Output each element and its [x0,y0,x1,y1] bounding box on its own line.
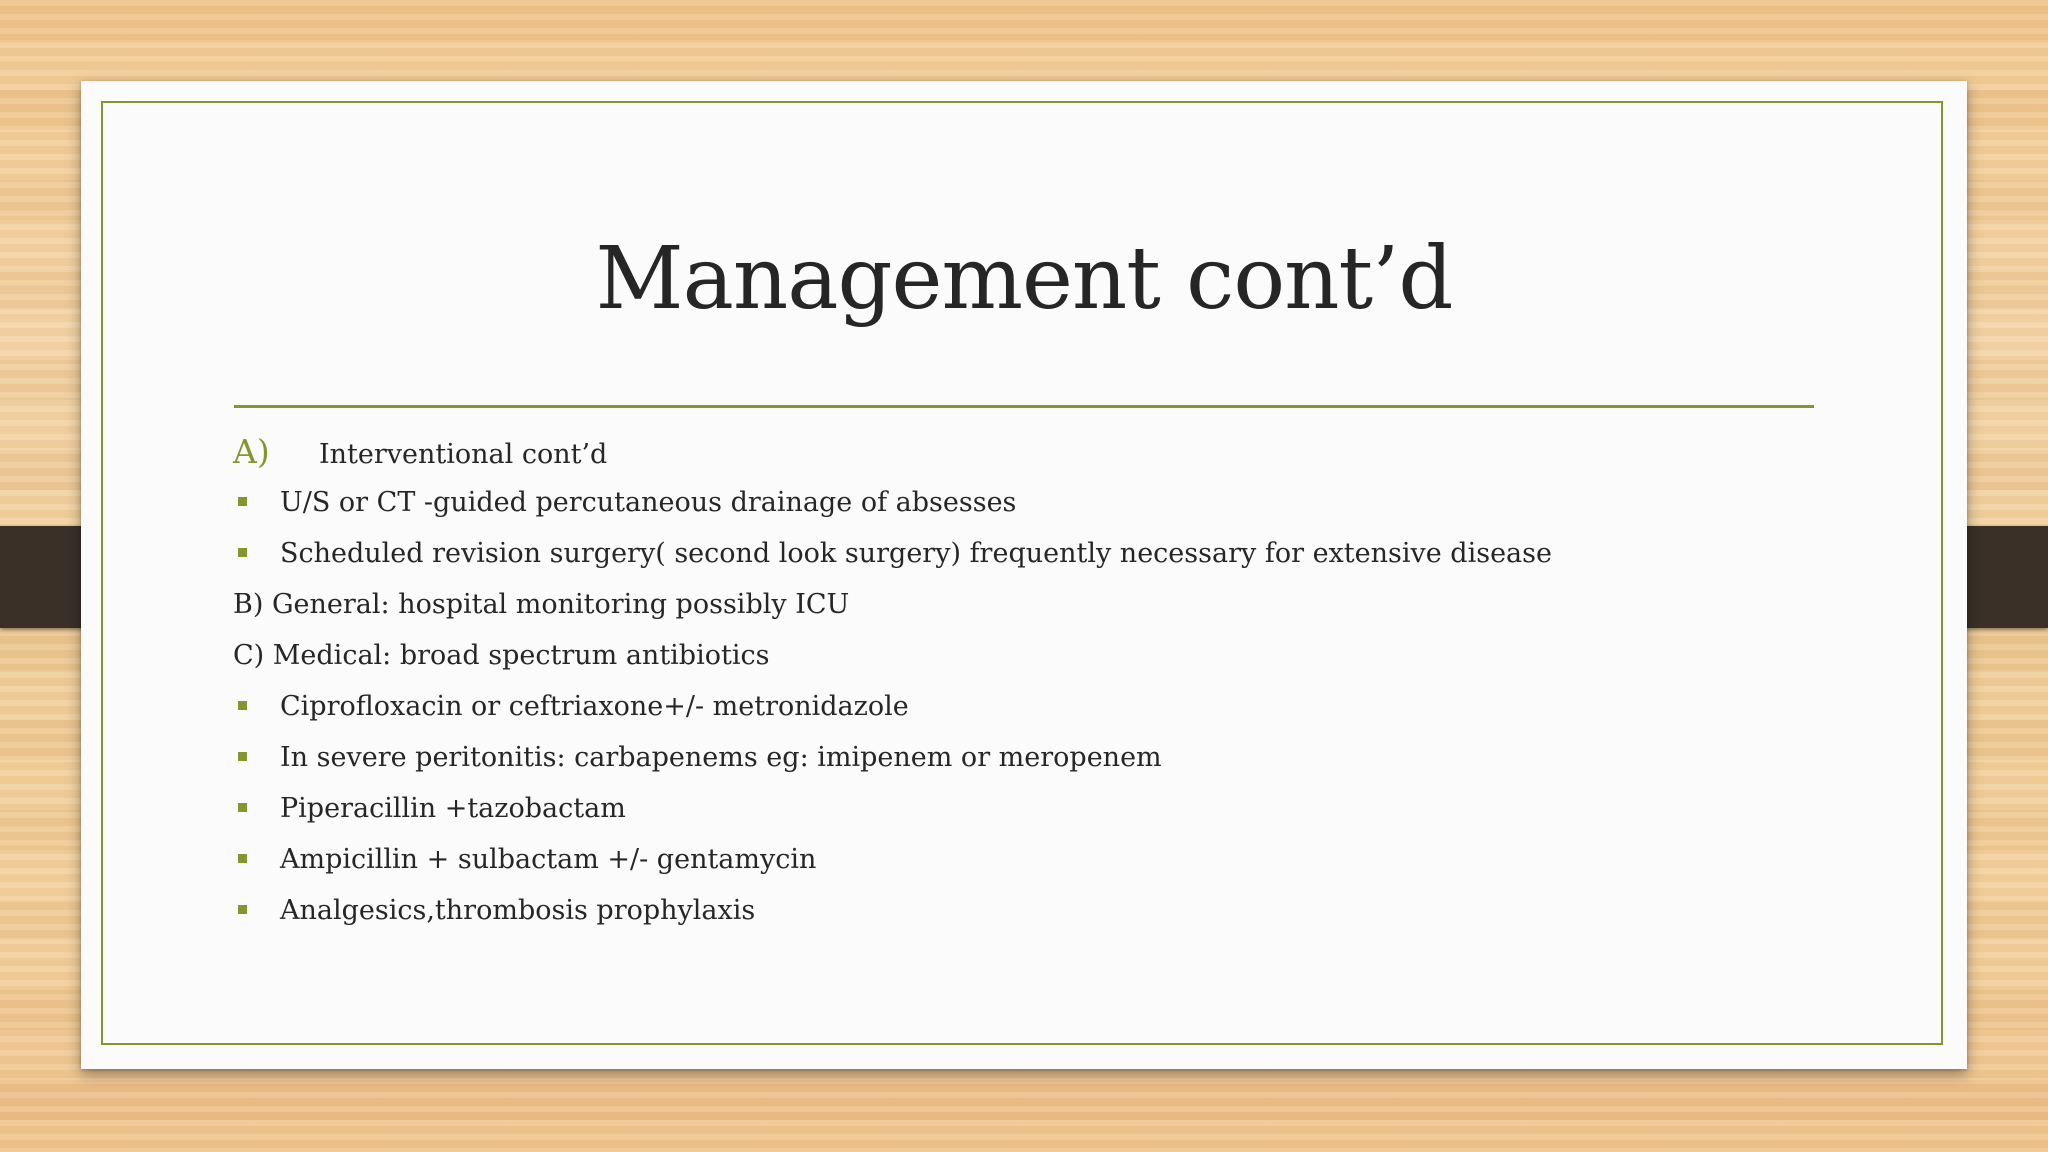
list-item-text: Piperacillin +tazobactam [280,793,626,824]
plain-item [233,579,1833,630]
square-bullet-icon [238,854,247,863]
bullet-item [233,783,1833,834]
bullet-item [233,477,1833,528]
list-item-text: Interventional cont’d [319,439,608,470]
bullet-item [233,681,1833,732]
list-item-text: Ampicillin + sulbactam +/- gentamycin [280,844,817,875]
list-item-text: C) Medical: broad spectrum antibiotics [233,640,770,671]
square-bullet-icon [238,497,247,506]
slide-content [233,426,1833,936]
square-bullet-icon [238,701,247,710]
title-divider [234,405,1814,408]
bullet-item [233,528,1833,579]
list-item-text: Ciprofloxacin or ceftriaxone+/- metronidazole [280,691,909,722]
square-bullet-icon [238,548,247,557]
list-item-text: B) General: hospital monitoring possibly ICU [233,589,850,620]
bullet-item [233,732,1833,783]
list-item-text: U/S or CT -guided percutaneous drainage of absesses [280,487,1017,518]
square-bullet-icon [238,752,247,761]
square-bullet-icon [238,905,247,914]
list-item-lettered [233,426,1833,477]
bullet-item [233,885,1833,936]
bullet-item [233,834,1833,885]
plain-item [233,630,1833,681]
slide-title: Management cont’d [595,229,1453,329]
list-item-text: Analgesics,thrombosis prophylaxis [280,895,756,926]
square-bullet-icon [238,803,247,812]
list-marker-a: A) [233,432,270,471]
list-item-text: In severe peritonitis: carbapenems eg: imipenem or meropenem [280,742,1162,773]
list-item-text: Scheduled revision surgery( second look surgery) frequently necessary for extensive disease [280,538,1552,569]
slide-paper [81,81,1967,1069]
